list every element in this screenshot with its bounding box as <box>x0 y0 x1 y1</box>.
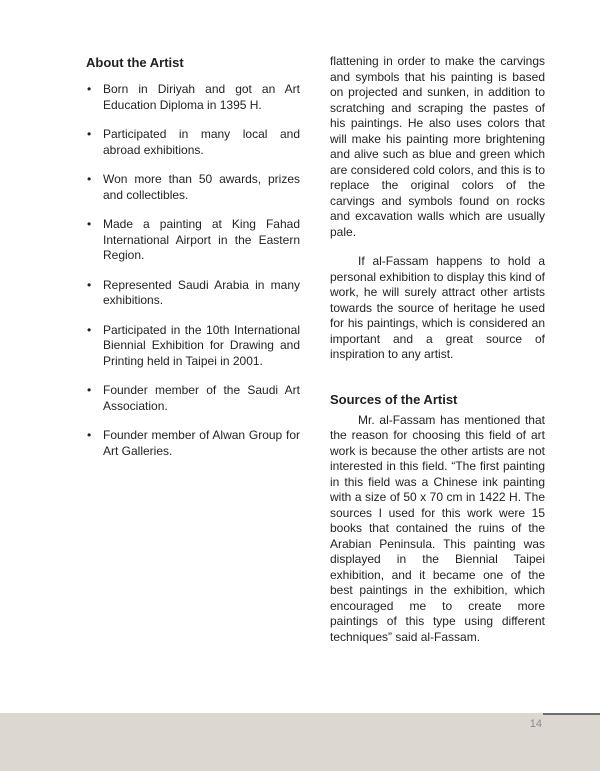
list-item-text: Founder member of Alwan Group for Art Galleries. <box>103 428 300 458</box>
bullet-icon: • <box>87 217 92 231</box>
list-item <box>86 428 300 459</box>
list-item <box>86 383 300 414</box>
artist-facts-list <box>86 82 300 459</box>
sources-heading: Sources of the Artist <box>330 391 458 407</box>
bullet-icon: • <box>87 172 92 186</box>
list-item <box>86 323 300 370</box>
sources-paragraph: Mr. al-Fassam has mentioned that the reason for choosing this field of art work is because the other artists are not interested in this field. “The first painting in this field was a Chinese ink painting with a size of 50 x 70 cm in 1422 H. The sources I used for this work were 15 books that contained the ruins of the Arabian Peninsula. This painting was displayed in the Biennial Taipei exhibition, and it became one of the best paintings in the exhibition, which encouraged me to create more paintings of this type using different techniques” said al-Fassam. <box>330 412 545 644</box>
list-item-text: Founder member of the Saudi Art Association. <box>103 383 300 413</box>
bullet-icon: • <box>87 277 92 292</box>
bullet-icon: • <box>87 428 92 442</box>
list-item <box>86 172 300 203</box>
list-item <box>86 127 300 158</box>
list-item-text: Made a painting at King Fahad International Airport in the Eastern Region. <box>103 217 300 262</box>
about-artist-heading: About the Artist <box>86 55 184 70</box>
list-item <box>86 217 300 264</box>
list-item-text: Born in Diriyah and got an Art Education Diploma in 1395 H. <box>103 82 300 112</box>
page-number: 14 <box>529 718 542 730</box>
bullet-icon: • <box>87 82 92 96</box>
continued-paragraph: flattening in order to make the carvings and symbols that his painting is based on projected and sunken, in addition to scratching and scraping the pastes of his paintings. He also uses colors that will make his painting more brightening and alive such as blue and green which are considered cold colors, and this is to replace the original colors of the carvings and symbols found on rocks and excavation walls which are usually pale. <box>330 54 545 239</box>
bullet-icon: • <box>87 383 92 397</box>
list-item <box>86 82 300 113</box>
bullet-icon: • <box>87 322 92 337</box>
list-item-text: Participated in the 10th International Biennial Exhibition for Drawing and Printing held in Taipei in 2001. <box>103 322 300 368</box>
sources-section <box>330 391 545 646</box>
list-item-text: Represented Saudi Arabia in many exhibitions. <box>103 277 300 307</box>
left-column <box>86 54 300 473</box>
footer-accent-line <box>543 713 600 715</box>
bullet-icon: • <box>87 127 92 141</box>
list-item <box>86 278 300 309</box>
list-item-text: Participated in many local and abroad exhibitions. <box>103 127 300 157</box>
list-item-text: Won more than 50 awards, prizes and collectibles. <box>103 172 300 202</box>
right-column <box>330 54 545 645</box>
exhibition-paragraph: If al-Fassam happens to hold a personal exhibition to display this kind of work, he will surely attract other artists towards the source of heritage he used for his paintings, which is considered an important and a great source of inspiration to any artist. <box>330 254 545 361</box>
